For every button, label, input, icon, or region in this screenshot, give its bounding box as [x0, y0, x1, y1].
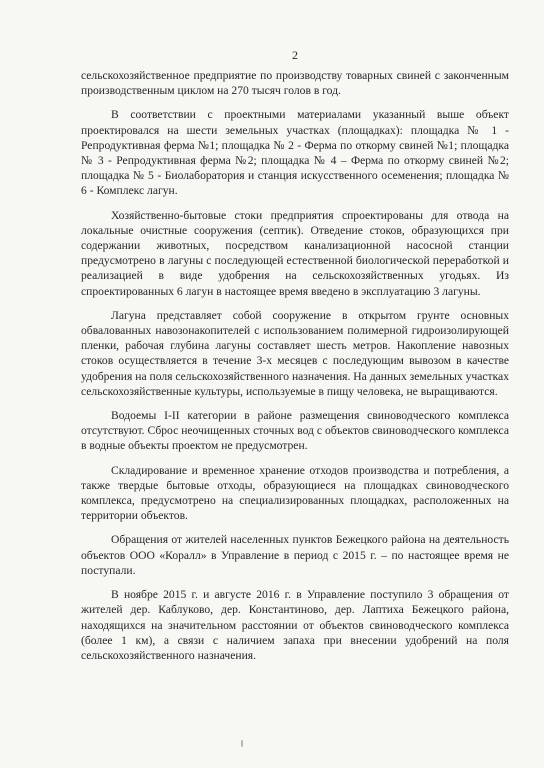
paragraph-5: Водоемы I-II категории в районе размещения свиноводческого комплекса отсутствуют. Сброс неочищенных сточных вод с объектов свиноводческого комплекса в водные объекты проектом не предусмотрен. — [81, 409, 509, 453]
paragraph-1: сельскохозяйственное предприятие по производству товарных свиней с законченным производственным циклом на 270 тысяч голов в год. — [81, 69, 509, 98]
page-number: 2 — [292, 48, 298, 62]
paragraph-8: В ноябре 2015 г. и августе 2016 г. в Управление поступило 3 обращения от жителей дер. Каблуково, дер. Константиново, дер. Лаптиха Бежецкого района, находящихся на значительном расстоянии от объектов свиноводческого комплекса (более 1 км), а связи с наличием запаха при внесении удобрений на поля сельскохозяйственного назначения. — [81, 588, 509, 662]
paragraph-6: Складирование и временное хранение отходов производства и потребления, а также твердые бытовые отходы, образующиеся на площадках свиноводческого комплекса, предусмотрено на специализированных площадках, расположенных на территории объектов. — [81, 463, 509, 523]
paragraph-4: Лагуна представляет собой сооружение в открытом грунте основных обвалованных навозонакопителей с использованием полимерной гидроизолирующей пленки, рабочая глубина лагуны составляет шесть метров. Накопление навозных стоков осуществляется в течение 3-х месяцев с последующим вывозом в качестве удобрения на поля сельскохозяйственного назначения. На данных земельных участках сельскохозяйственные культуры, используемые в пищу человека, не выращиваются. — [81, 308, 510, 398]
document-body — [81, 68, 509, 672]
paragraph-3: Хозяйственно-бытовые стоки предприятия спроектированы для отвода на локальные очистные сооружения (септик). Отведение стоков, образующихся при содержании животных, посредством канализационной насосной станции предусмотрено в лагуны с последующей естественной биологической переработкой и реализацией в виде удобрения на сельскохозяйственных угодьях. Из спроектированных 6 лагун в настоящее время введено в эксплуатацию 3 лагуны. — [81, 208, 509, 298]
paragraph-7: Обращения от жителей населенных пунктов Бежецкого района на деятельность объектов ООО «Коралл» в Управление в период с 2015 г. – по настоящее время не поступали. — [81, 533, 509, 577]
scan-mark — [241, 740, 243, 747]
paragraph-2: В соответствии с проектными материалами указанный выше объект проектировался на шести земельных участках (площадках): площадка № 1 - Репродуктивная ферма №1; площадка № 2 - Ферма по откорму свиней №1; площадка № 3 - Репродуктивная ферма №2; площадка № 4 – Ферма по откорму свиней №2; площадка № 5 - Биолаборатория и станция искусственного осеменения; площадка № 6 - Комплекс лагун. — [81, 108, 509, 198]
